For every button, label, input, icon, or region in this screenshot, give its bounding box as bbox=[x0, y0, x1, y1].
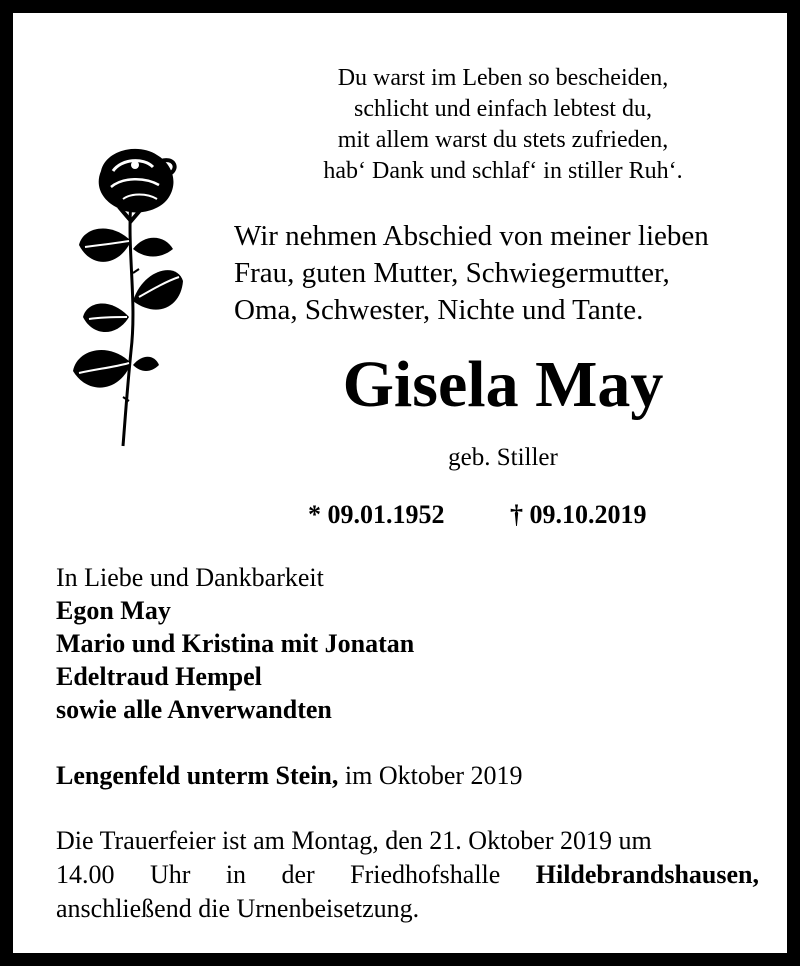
mourner-name: Edeltraud Hempel bbox=[56, 662, 262, 691]
mourner-name: sowie alle Anverwandten bbox=[56, 695, 332, 724]
deceased-name: Gisela May bbox=[342, 348, 664, 421]
service-word: Friedhofshalle bbox=[350, 860, 501, 889]
service-line bbox=[56, 858, 759, 892]
poem-line: schlicht und einfach lebtest du, bbox=[354, 96, 652, 122]
service-word: Uhr bbox=[149, 860, 191, 889]
town-name: Lengenfeld unterm Stein, bbox=[56, 761, 339, 790]
service-word: 14.00 bbox=[56, 860, 115, 889]
mourner-name: Mario und Kristina mit Jonatan bbox=[56, 629, 415, 658]
intro-line: Frau, guten Mutter, Schwiegermutter, bbox=[234, 257, 670, 289]
mourner-name: Egon May bbox=[56, 596, 171, 625]
death-date: † 09.10.2019 bbox=[510, 500, 647, 529]
service-line: Die Trauerfeier ist am Montag, den 21. Oktober 2019 um bbox=[56, 826, 652, 855]
farewell-intro bbox=[234, 218, 774, 329]
service-line: anschließend die Urnenbeisetzung. bbox=[56, 894, 420, 923]
service-location: Hildebrandshausen, bbox=[535, 860, 759, 889]
birth-date: * 09.01.1952 bbox=[308, 500, 445, 529]
funeral-service-info bbox=[56, 824, 759, 926]
birth-name: geb. Stiller bbox=[448, 444, 558, 471]
intro-line: Wir nehmen Abschied von meiner lieben bbox=[234, 220, 709, 252]
notice-date: im Oktober 2019 bbox=[338, 761, 523, 790]
rose-icon bbox=[61, 141, 191, 451]
mourners-intro: In Liebe und Dankbarkeit bbox=[56, 563, 324, 592]
intro-line: Oma, Schwester, Nichte und Tante. bbox=[234, 294, 644, 326]
service-word: in bbox=[225, 860, 247, 889]
mourners-list bbox=[56, 561, 756, 726]
poem-line: Du warst im Leben so bescheiden, bbox=[337, 65, 669, 91]
service-word: der bbox=[281, 860, 315, 889]
poem-line: mit allem warst du stets zufrieden, bbox=[337, 127, 669, 153]
memorial-poem bbox=[243, 63, 763, 187]
place-and-date bbox=[56, 759, 756, 793]
poem-line: hab‘ Dank und schlaf‘ in stiller Ruh‘. bbox=[323, 158, 683, 184]
